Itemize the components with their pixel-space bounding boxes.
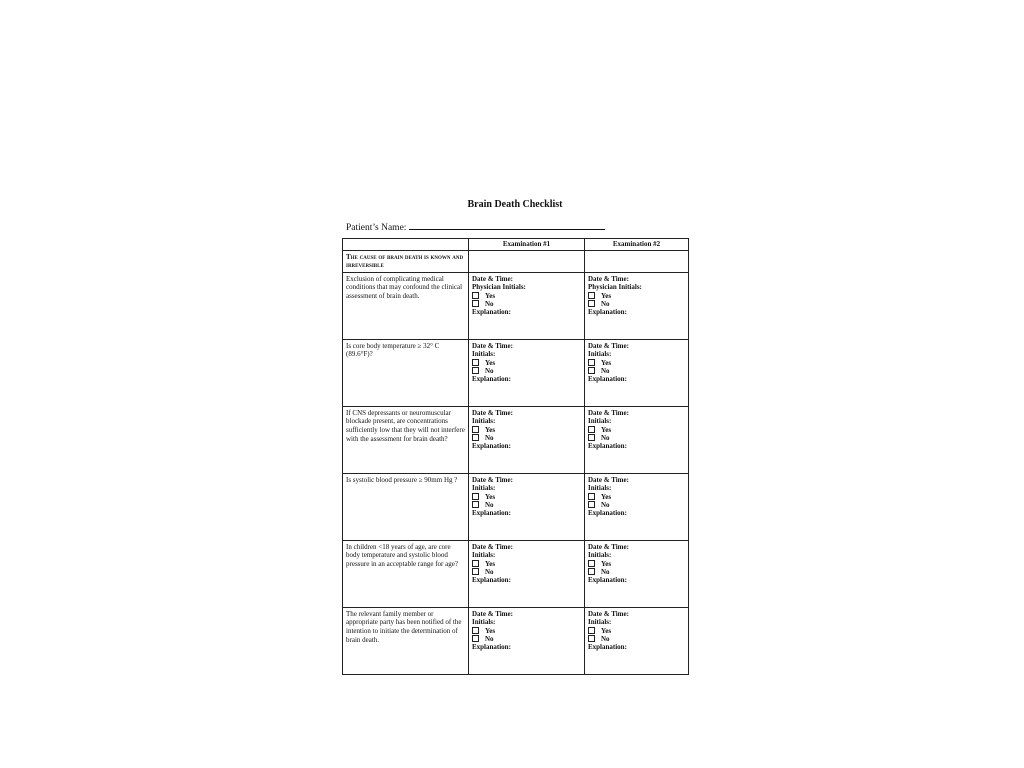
table-row bbox=[343, 473, 689, 540]
yes-checkbox[interactable] bbox=[472, 560, 479, 567]
no-option bbox=[588, 501, 685, 509]
no-label: No bbox=[485, 299, 494, 308]
criterion-question: Is core body temperature ≥ 32° C (89.6°F)? bbox=[343, 339, 469, 406]
explanation-label[interactable]: Explanation: bbox=[472, 575, 511, 584]
date-time-label[interactable]: Date & Time: bbox=[472, 542, 513, 551]
date-time-label[interactable]: Date & Time: bbox=[472, 475, 513, 484]
yes-label: Yes bbox=[485, 425, 496, 434]
no-option bbox=[472, 367, 581, 375]
date-time-label[interactable]: Date & Time: bbox=[588, 341, 629, 350]
yes-label: Yes bbox=[601, 291, 612, 300]
no-option bbox=[472, 635, 581, 643]
no-checkbox[interactable] bbox=[472, 635, 479, 642]
no-checkbox[interactable] bbox=[472, 300, 479, 307]
date-time-label[interactable]: Date & Time: bbox=[588, 408, 629, 417]
no-option bbox=[588, 635, 685, 643]
no-label: No bbox=[601, 567, 610, 576]
yes-checkbox[interactable] bbox=[472, 493, 479, 500]
no-option bbox=[588, 568, 685, 576]
exam-1-cell bbox=[469, 339, 585, 406]
no-option bbox=[588, 434, 685, 442]
cause-exam-1 bbox=[469, 250, 585, 272]
exam-1-cell bbox=[469, 540, 585, 607]
explanation-label[interactable]: Explanation: bbox=[588, 508, 627, 517]
no-checkbox[interactable] bbox=[472, 434, 479, 441]
table-row bbox=[343, 272, 689, 339]
no-label: No bbox=[601, 500, 610, 509]
exam-2-cell bbox=[585, 339, 689, 406]
initials-label[interactable]: Initials: bbox=[588, 350, 612, 359]
no-option bbox=[588, 300, 685, 308]
no-label: No bbox=[485, 500, 494, 509]
exam-2-cell bbox=[585, 607, 689, 674]
initials-label[interactable]: Initials: bbox=[588, 551, 612, 560]
exam-2-cell bbox=[585, 272, 689, 339]
yes-checkbox[interactable] bbox=[588, 426, 595, 433]
explanation-label[interactable]: Explanation: bbox=[588, 374, 627, 383]
explanation-label[interactable]: Explanation: bbox=[588, 307, 627, 316]
no-option bbox=[472, 300, 581, 308]
exam-1-cell bbox=[469, 607, 585, 674]
explanation-label[interactable]: Explanation: bbox=[588, 575, 627, 584]
exam-1-cell bbox=[469, 272, 585, 339]
criterion-question: Is systolic blood pressure ≥ 90mm Hg ? bbox=[343, 473, 469, 540]
yes-checkbox[interactable] bbox=[588, 292, 595, 299]
yes-label: Yes bbox=[485, 291, 496, 300]
no-option bbox=[588, 367, 685, 375]
initials-label[interactable]: Physician Initials: bbox=[588, 283, 642, 292]
no-option bbox=[472, 434, 581, 442]
no-checkbox[interactable] bbox=[472, 367, 479, 374]
explanation-label[interactable]: Explanation: bbox=[588, 441, 627, 450]
initials-label[interactable]: Initials: bbox=[472, 484, 496, 493]
initials-label[interactable]: Initials: bbox=[588, 618, 612, 627]
patient-name-label: Patient’s Name: bbox=[346, 223, 407, 233]
explanation-label[interactable]: Explanation: bbox=[472, 441, 511, 450]
yes-checkbox[interactable] bbox=[472, 292, 479, 299]
criterion-question: The relevant family member or appropriate party has been notified of the intention to initiate the determination of brain death. bbox=[343, 607, 469, 674]
date-time-label[interactable]: Date & Time: bbox=[588, 542, 629, 551]
date-time-label[interactable]: Date & Time: bbox=[472, 408, 513, 417]
initials-label[interactable]: Initials: bbox=[472, 417, 496, 426]
table-row bbox=[343, 406, 689, 473]
yes-checkbox[interactable] bbox=[588, 493, 595, 500]
no-label: No bbox=[601, 634, 610, 643]
header-exam-2: Examination #2 bbox=[585, 239, 689, 251]
no-label: No bbox=[601, 299, 610, 308]
yes-checkbox[interactable] bbox=[472, 426, 479, 433]
no-option bbox=[472, 568, 581, 576]
patient-name-blank[interactable] bbox=[409, 220, 605, 230]
header-criteria bbox=[343, 239, 469, 251]
exam-2-cell bbox=[585, 406, 689, 473]
exam-2-cell bbox=[585, 473, 689, 540]
initials-label[interactable]: Initials: bbox=[472, 618, 496, 627]
no-checkbox[interactable] bbox=[588, 635, 595, 642]
no-label: No bbox=[485, 433, 494, 442]
exam-1-cell bbox=[469, 406, 585, 473]
exam-2-cell bbox=[585, 540, 689, 607]
date-time-label[interactable]: Date & Time: bbox=[588, 609, 629, 618]
yes-checkbox[interactable] bbox=[472, 359, 479, 366]
no-checkbox[interactable] bbox=[588, 367, 595, 374]
no-label: No bbox=[485, 366, 494, 375]
yes-label: Yes bbox=[485, 358, 496, 367]
cause-row bbox=[343, 250, 689, 272]
yes-checkbox[interactable] bbox=[588, 627, 595, 634]
cause-text: The cause of brain death is known and irreversible bbox=[343, 250, 469, 272]
patient-name-field bbox=[346, 220, 605, 233]
initials-label[interactable]: Initials: bbox=[472, 350, 496, 359]
no-checkbox[interactable] bbox=[588, 434, 595, 441]
date-time-label[interactable]: Date & Time: bbox=[588, 475, 629, 484]
initials-label[interactable]: Initials: bbox=[588, 417, 612, 426]
table-row bbox=[343, 540, 689, 607]
criterion-question: If CNS depressants or neuromuscular blockade present, are concentrations sufficiently low that they will not interfere with the assessment for brain death? bbox=[343, 406, 469, 473]
initials-label[interactable]: Initials: bbox=[588, 484, 612, 493]
document-title: Brain Death Checklist bbox=[467, 199, 563, 210]
explanation-label[interactable]: Explanation: bbox=[588, 642, 627, 651]
criterion-question: Exclusion of complicating medical conditions that may confound the clinical assessment of brain death. bbox=[343, 272, 469, 339]
yes-label: Yes bbox=[485, 626, 496, 635]
initials-label[interactable]: Physician Initials: bbox=[472, 283, 526, 292]
yes-label: Yes bbox=[601, 559, 612, 568]
header-exam-1: Examination #1 bbox=[469, 239, 585, 251]
table-row bbox=[343, 339, 689, 406]
date-time-label[interactable]: Date & Time: bbox=[472, 274, 513, 283]
yes-label: Yes bbox=[485, 492, 496, 501]
explanation-label[interactable]: Explanation: bbox=[472, 307, 511, 316]
criterion-question: In children <18 years of age, are core body temperature and systolic blood pressure in an acceptable range for age? bbox=[343, 540, 469, 607]
header-row bbox=[343, 239, 689, 251]
no-label: No bbox=[601, 433, 610, 442]
checklist-table bbox=[342, 238, 689, 675]
yes-label: Yes bbox=[485, 559, 496, 568]
yes-label: Yes bbox=[601, 492, 612, 501]
yes-checkbox[interactable] bbox=[472, 627, 479, 634]
date-time-label[interactable]: Date & Time: bbox=[588, 274, 629, 283]
no-checkbox[interactable] bbox=[588, 568, 595, 575]
yes-label: Yes bbox=[601, 626, 612, 635]
no-label: No bbox=[485, 634, 494, 643]
explanation-label[interactable]: Explanation: bbox=[472, 374, 511, 383]
initials-label[interactable]: Initials: bbox=[472, 551, 496, 560]
exam-1-cell bbox=[469, 473, 585, 540]
table-row bbox=[343, 607, 689, 674]
yes-label: Yes bbox=[601, 358, 612, 367]
yes-label: Yes bbox=[601, 425, 612, 434]
date-time-label[interactable]: Date & Time: bbox=[472, 609, 513, 618]
no-label: No bbox=[485, 567, 494, 576]
explanation-label[interactable]: Explanation: bbox=[472, 642, 511, 651]
no-label: No bbox=[601, 366, 610, 375]
cause-exam-2 bbox=[585, 250, 689, 272]
no-checkbox[interactable] bbox=[472, 501, 479, 508]
no-checkbox[interactable] bbox=[472, 568, 479, 575]
yes-checkbox[interactable] bbox=[588, 560, 595, 567]
no-checkbox[interactable] bbox=[588, 300, 595, 307]
no-checkbox[interactable] bbox=[588, 501, 595, 508]
date-time-label[interactable]: Date & Time: bbox=[472, 341, 513, 350]
explanation-label[interactable]: Explanation: bbox=[472, 508, 511, 517]
no-option bbox=[472, 501, 581, 509]
yes-checkbox[interactable] bbox=[588, 359, 595, 366]
